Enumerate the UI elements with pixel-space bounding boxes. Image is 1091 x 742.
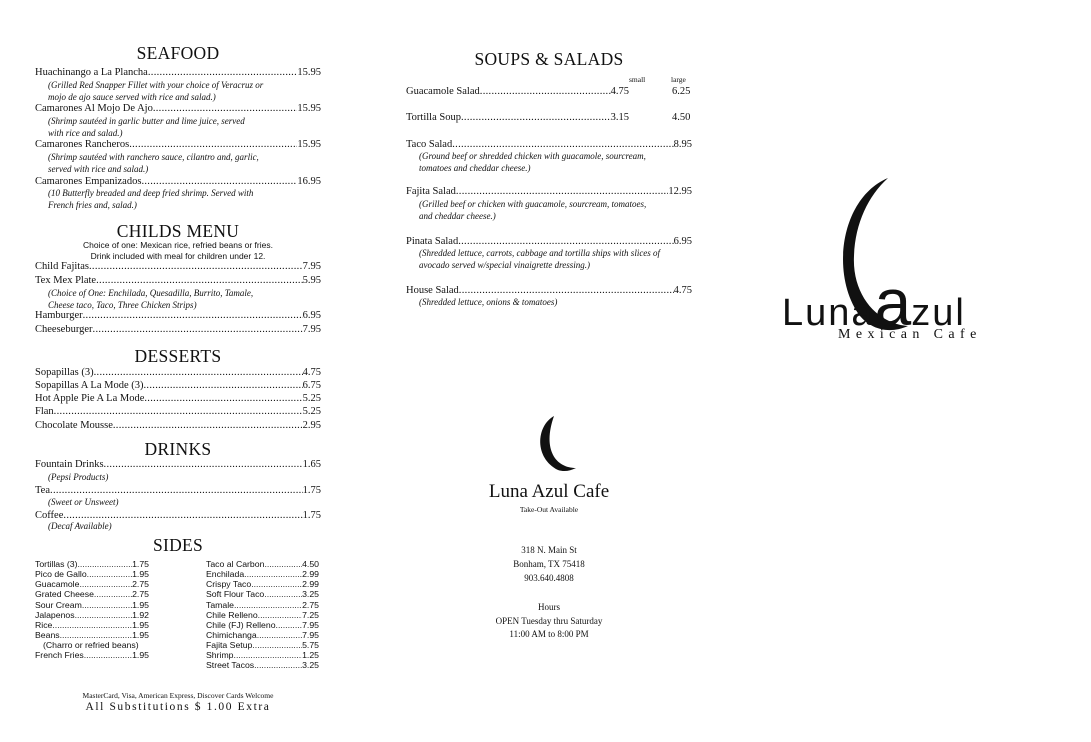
item-description: avocado served w/special vinaigrette dressing.) bbox=[419, 259, 591, 270]
price: 7.95 bbox=[302, 324, 321, 335]
item-description: (Decaf Available) bbox=[48, 521, 112, 531]
price: 15.95 bbox=[297, 103, 321, 114]
price: 15.95 bbox=[297, 67, 321, 78]
price: 6.95 bbox=[673, 236, 692, 247]
price: 1.75 bbox=[302, 510, 321, 521]
item-description: with rice and salad.) bbox=[48, 127, 123, 138]
list-item: Jalapenos ..... 1.92 bbox=[35, 610, 149, 620]
menu-item: Sopapillas A La Mode (3) ..... 6.75 bbox=[35, 379, 321, 392]
size-label-small: small bbox=[629, 75, 646, 84]
price-large: 6.25 bbox=[672, 86, 691, 97]
logo-luna: Luna bbox=[782, 292, 875, 334]
menu-item: Coffee ..... 1.75 bbox=[35, 509, 321, 522]
list-item: Sour Cream ..... 1.95 bbox=[35, 600, 149, 610]
menu-item: Pinata Salad ..... 6.95 bbox=[406, 235, 692, 248]
list-item: Chile Relleno ..... 7.25 bbox=[206, 610, 319, 620]
list-item: Pico de Gallo ..... 1.95 bbox=[35, 569, 149, 579]
menu-item: Camarones Al Mojo De Ajo ..... 15.95 bbox=[35, 102, 321, 115]
item-description: (Pepsi Products) bbox=[48, 472, 109, 482]
menu-item: Child Fajitas ..... 7.95 bbox=[35, 260, 321, 273]
drinks-title: DRINKS bbox=[144, 439, 212, 459]
price: 5.25 bbox=[302, 406, 321, 417]
phone-number: 903.640.4808 bbox=[524, 573, 574, 583]
menu-item: House Salad ..... 4.75 bbox=[406, 284, 692, 297]
list-item: (Charro or refried beans) bbox=[43, 640, 139, 651]
list-item: Soft Flour Taco ..... 3.25 bbox=[206, 589, 319, 599]
right-column bbox=[700, 0, 1091, 742]
list-item: Grated Cheese ..... 2.75 bbox=[35, 589, 149, 599]
list-item: Chimichanga ..... 7.95 bbox=[206, 630, 319, 640]
menu-item: Sopapillas (3) ..... 4.75 bbox=[35, 366, 321, 379]
list-item: Shrimp ..... 1.25 bbox=[206, 650, 319, 660]
list-item: Crispy Taco ..... 2.99 bbox=[206, 579, 319, 589]
item-description: (Shrimp sautéed with ranchero sauce, cilantro and, garlic, bbox=[48, 152, 259, 162]
menu-item: Flan ..... 5.25 bbox=[35, 405, 321, 418]
item-description: (Grilled beef or chicken with guacamole, sourcream, tomatoes, bbox=[419, 199, 647, 209]
size-label-large: large bbox=[671, 75, 686, 84]
price: 15.95 bbox=[297, 139, 321, 150]
logo-a: a bbox=[874, 265, 912, 339]
list-item: Enchilada ..... 2.99 bbox=[206, 569, 319, 579]
childs-menu-title: CHILDS MENU bbox=[116, 221, 240, 241]
item-description: (Shredded lettuce, onions & tomatoes) bbox=[419, 297, 558, 307]
price: 6.75 bbox=[302, 380, 321, 391]
list-item: Chile (FJ) Relleno ..... 7.95 bbox=[206, 620, 319, 630]
list-item: Fajita Setup ..... 5.75 bbox=[206, 640, 319, 650]
price: 16.95 bbox=[297, 176, 321, 187]
item-description: (Shredded lettuce, carrots, cabbage and tortilla ships with slices of bbox=[419, 248, 661, 258]
list-item: Taco al Carbon ..... 4.50 bbox=[206, 559, 319, 569]
menu-item: Huachinango a La Plancha ..... 15.95 bbox=[35, 66, 321, 79]
price: 5.95 bbox=[302, 275, 321, 286]
takeout-note: Take-Out Available bbox=[519, 505, 579, 514]
menu-item: Camarones Rancheros ..... 15.95 bbox=[35, 138, 321, 151]
price: 1.75 bbox=[302, 485, 321, 496]
item-description: and cheddar cheese.) bbox=[419, 210, 496, 221]
sides-title: SIDES bbox=[152, 535, 204, 555]
menu-item: Tea ..... 1.75 bbox=[35, 484, 321, 497]
desserts-title: DESSERTS bbox=[134, 346, 222, 366]
item-description: Cheese taco, Taco, Three Chicken Strips) bbox=[48, 299, 197, 310]
soups-salads-title: SOUPS & SALADS bbox=[474, 49, 624, 69]
moon-icon bbox=[532, 414, 582, 474]
price: 3.15 bbox=[610, 112, 629, 123]
list-item: Tortillas (3) ..... 1.75 bbox=[35, 559, 149, 569]
item-description: mojo de ajo sauce served with rice and salad.) bbox=[48, 91, 216, 102]
menu-item: Cheeseburger ..... 7.95 bbox=[35, 323, 321, 336]
hours-days: OPEN Tuesday thru Saturday bbox=[495, 616, 603, 626]
menu-item: Camarones Empanizados ..... 16.95 bbox=[35, 175, 321, 188]
price: 4.75 bbox=[673, 285, 692, 296]
list-item: French Fries ..... 1.95 bbox=[35, 650, 149, 660]
menu-item: Tex Mex Plate ..... 5.95 bbox=[35, 274, 321, 287]
price: 8.95 bbox=[673, 139, 692, 150]
item-description: (Ground beef or shredded chicken with guacamole, sourcream, bbox=[419, 151, 646, 161]
list-item: Street Tacos ..... 3.25 bbox=[206, 660, 319, 670]
menu-item: Hamburger ..... 6.95 bbox=[35, 309, 321, 322]
item-description: French fries and, salad.) bbox=[48, 199, 137, 210]
menu-item: Guacamole Salad ..... 4.75 bbox=[406, 85, 629, 98]
address-city: Bonham, TX 75418 bbox=[513, 559, 585, 569]
price: 12.95 bbox=[668, 186, 692, 197]
price: 2.95 bbox=[302, 420, 321, 431]
logo-zul: zul bbox=[911, 292, 966, 334]
substitutions-note: All Substitutions $ 1.00 Extra bbox=[85, 701, 271, 713]
menu-item: Taco Salad ..... 8.95 bbox=[406, 138, 692, 151]
hours-time: 11:00 AM to 8:00 PM bbox=[509, 629, 589, 639]
cafe-name: Luna Azul Cafe bbox=[488, 481, 610, 502]
price: 4.75 bbox=[302, 367, 321, 378]
list-item: Rice ..... 1.95 bbox=[35, 620, 149, 630]
address-street: 318 N. Main St bbox=[521, 545, 577, 555]
menu-item: Chocolate Mousse ..... 2.95 bbox=[35, 419, 321, 432]
item-description: (Choice of One: Enchilada, Quesadilla, Burrito, Tamale, bbox=[48, 288, 254, 298]
item-description: tomatoes and cheddar cheese.) bbox=[419, 162, 531, 173]
price-large: 4.50 bbox=[672, 112, 691, 123]
hours-label: Hours bbox=[538, 602, 560, 612]
list-item: Guacamole ..... 2.75 bbox=[35, 579, 149, 589]
menu-item: Fountain Drinks ..... 1.65 bbox=[35, 458, 321, 471]
price: 6.95 bbox=[302, 310, 321, 321]
childs-note: Choice of one: Mexican rice, refried beans or fries. bbox=[83, 240, 273, 250]
logo-tagline: Mexican Cafe bbox=[838, 327, 982, 342]
sides-right-list bbox=[206, 559, 319, 671]
item-description: (10 Butterfly breaded and deep fried shrimp. Served with bbox=[48, 188, 254, 198]
cards-accepted: MasterCard, Visa, American Express, Discover Cards Welcome bbox=[82, 691, 274, 700]
price: 4.75 bbox=[610, 86, 629, 97]
childs-note: Drink included with meal for children under 12. bbox=[90, 251, 266, 261]
price: 1.65 bbox=[302, 459, 321, 470]
sides-left-list bbox=[35, 559, 149, 660]
price: 7.95 bbox=[302, 261, 321, 272]
price: 5.25 bbox=[302, 393, 321, 404]
menu-item: Fajita Salad ..... 12.95 bbox=[406, 185, 692, 198]
menu-item: Hot Apple Pie A La Mode ..... 5.25 bbox=[35, 392, 321, 405]
seafood-title: SEAFOOD bbox=[136, 43, 220, 63]
item-description: served with rice and salad.) bbox=[48, 163, 149, 174]
menu-item: Tortilla Soup ..... 3.15 bbox=[406, 111, 629, 124]
list-item: Tamale ..... 2.75 bbox=[206, 600, 319, 610]
list-item: Beans ..... 1.95 bbox=[35, 630, 149, 640]
item-description: (Sweet or Unsweet) bbox=[48, 497, 119, 507]
item-description: (Grilled Red Snapper Fillet with your choice of Veracruz or bbox=[48, 80, 264, 90]
item-description: (Shrimp sautéed in garlic butter and lime juice, served bbox=[48, 116, 245, 126]
